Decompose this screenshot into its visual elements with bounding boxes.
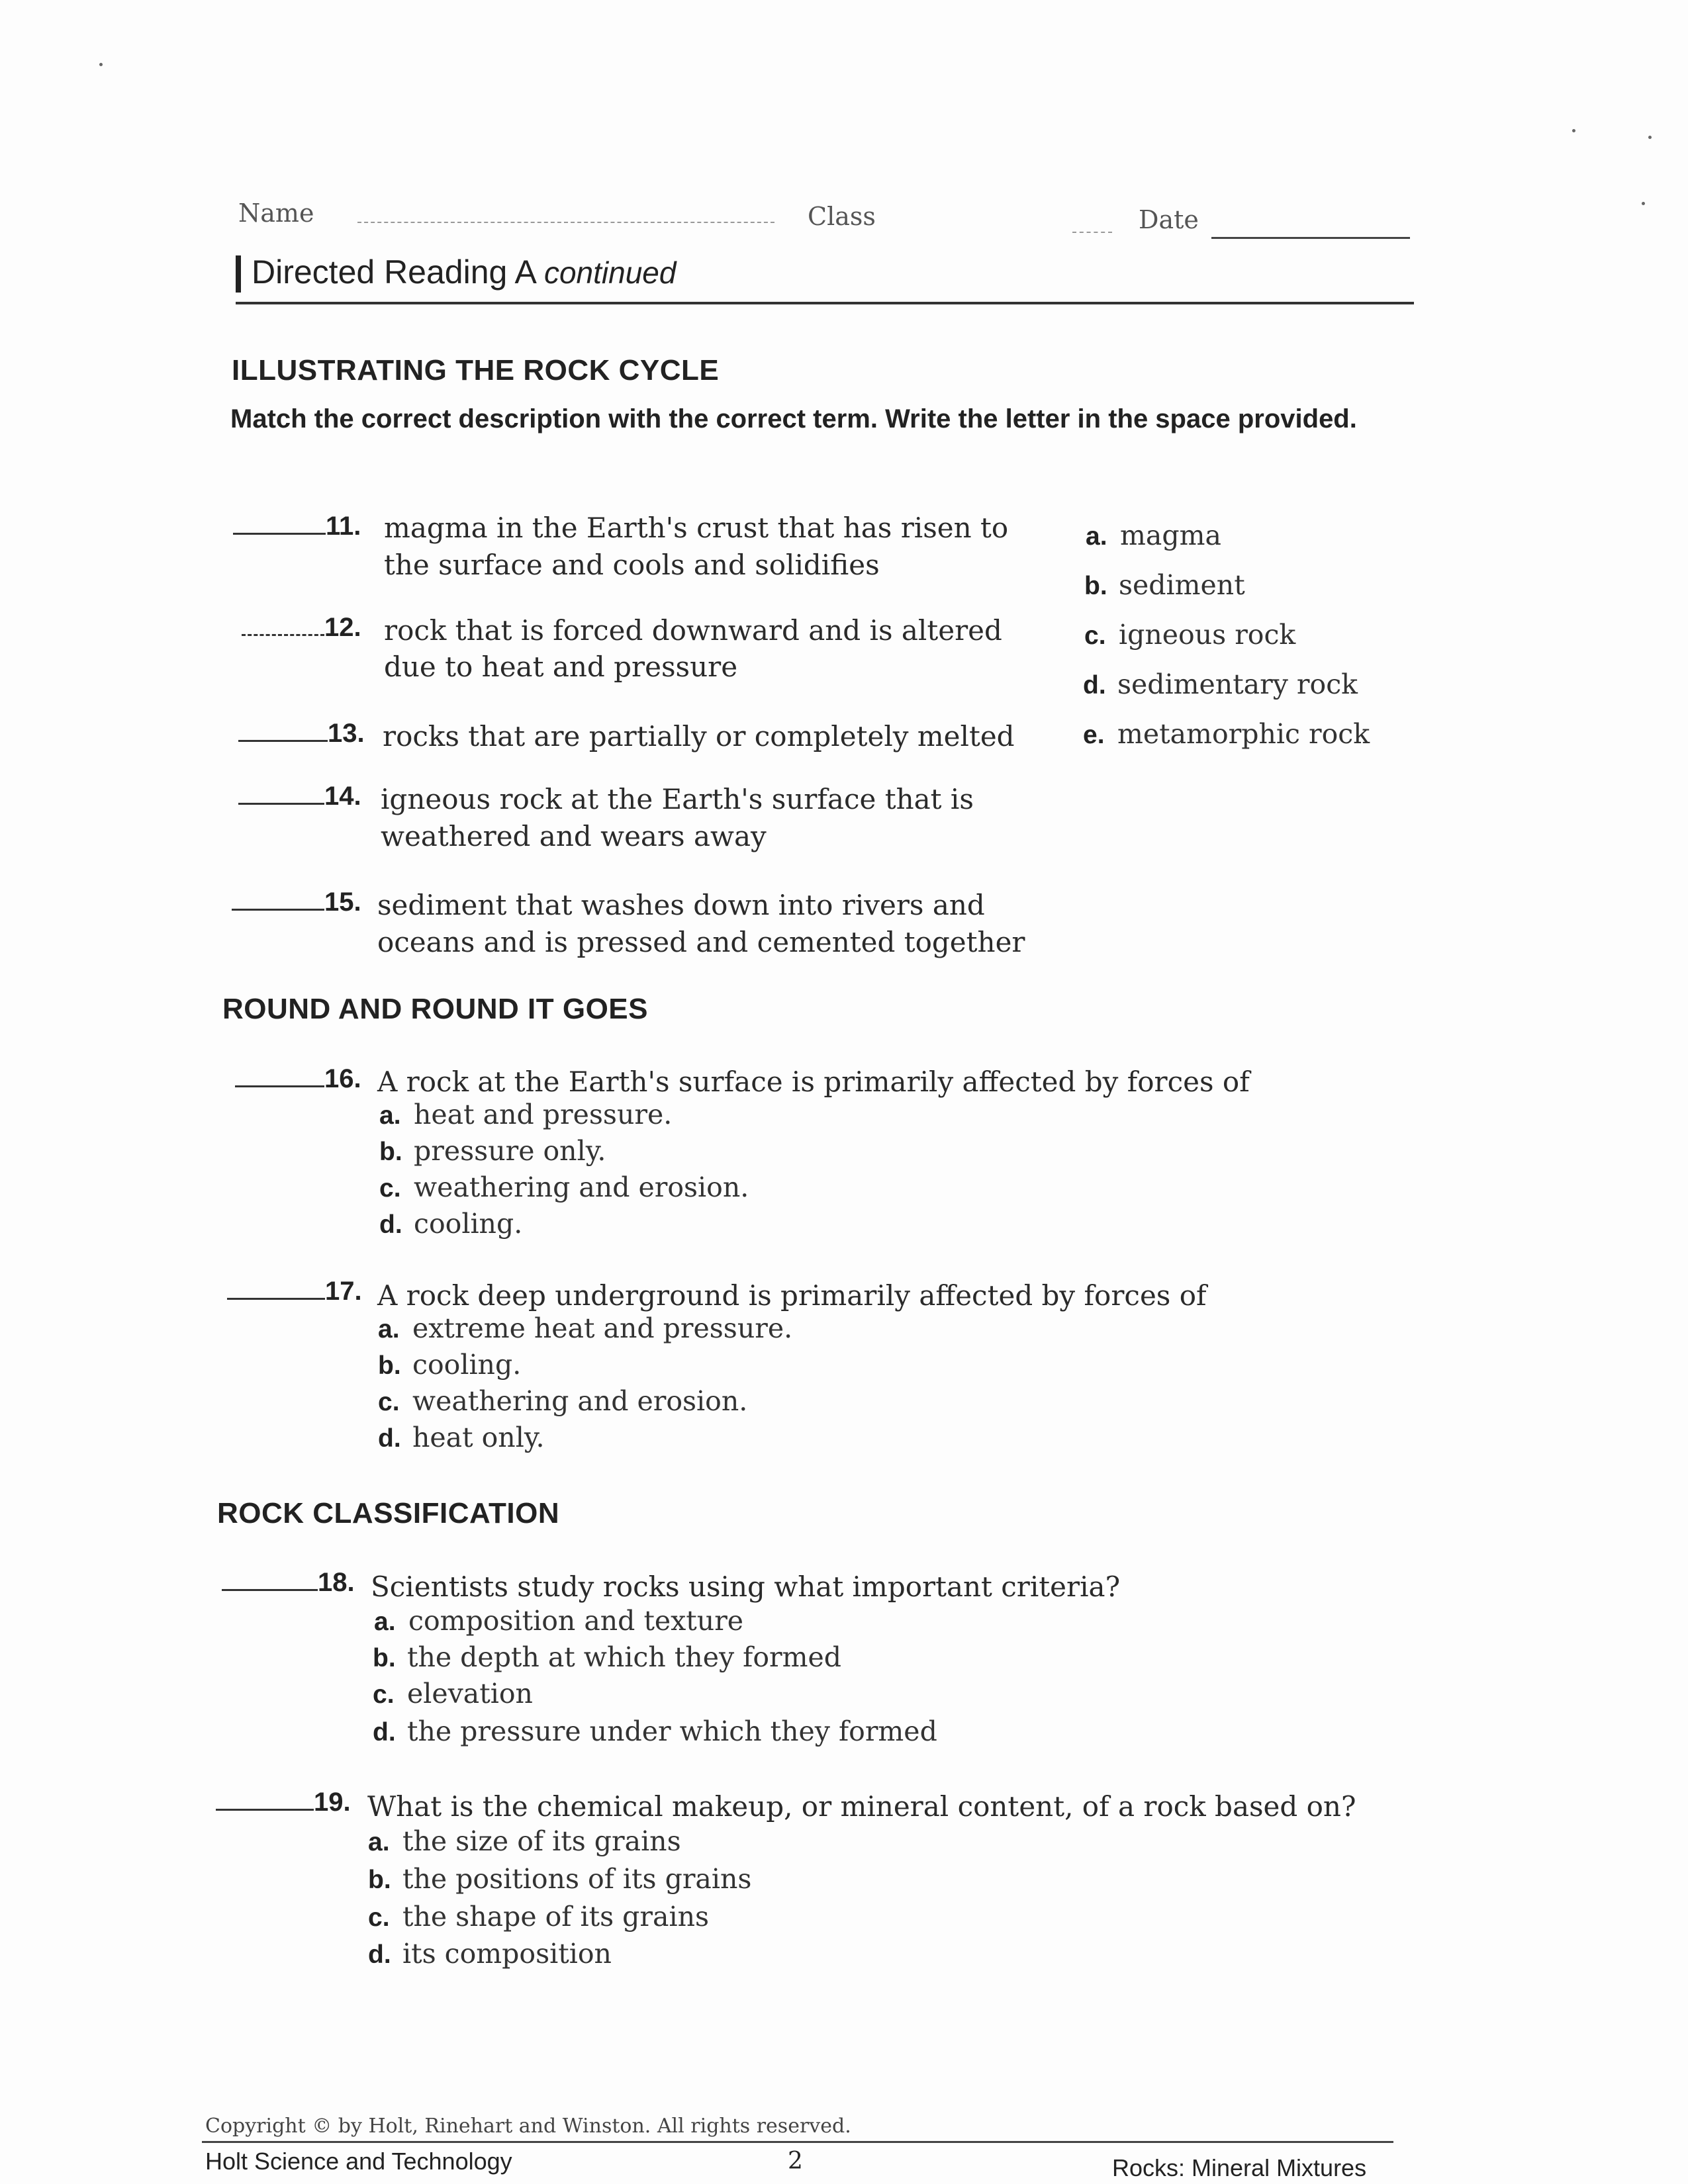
option-text: weathering and erosion. — [412, 1385, 748, 1417]
question-11 — [233, 511, 361, 541]
page-title — [232, 253, 676, 291]
name-label: Name — [238, 199, 314, 228]
option-a — [378, 1312, 792, 1344]
answer-blank[interactable] — [235, 1066, 324, 1087]
option-letter: d. — [373, 1718, 396, 1747]
option-d — [373, 1715, 937, 1747]
option-letter: b. — [373, 1644, 396, 1672]
date-field[interactable] — [1211, 237, 1410, 239]
term-letter: b. — [1084, 572, 1107, 600]
question-number: 11. — [326, 512, 361, 541]
option-letter: d. — [379, 1210, 402, 1239]
option-text: the depth at which they formed — [407, 1641, 841, 1673]
term-letter: a. — [1086, 522, 1107, 551]
option-text: elevation — [407, 1678, 533, 1709]
question-text: oceans and is pressed and cemented together — [377, 926, 1025, 958]
question-16 — [235, 1064, 361, 1094]
option-c — [368, 1901, 709, 1933]
question-text: igneous rock at the Earth's surface that is — [381, 783, 974, 815]
option-letter: b. — [378, 1351, 401, 1380]
title-rule — [236, 302, 1414, 304]
copyright-notice: Copyright © by Holt, Rinehart and Winston. All rights reserved. — [205, 2115, 851, 2138]
term-e — [1083, 718, 1370, 750]
question-number: 15. — [324, 887, 361, 917]
section-heading-rock-cycle: ILLUSTRATING THE ROCK CYCLE — [232, 354, 720, 387]
question-text: Scientists study rocks using what important criteria? — [371, 1570, 1121, 1603]
term-text: sediment — [1119, 569, 1245, 601]
question-text: What is the chemical makeup, or mineral content, of a rock based on? — [367, 1790, 1356, 1823]
scan-speck — [1648, 136, 1652, 139]
question-number: 16. — [324, 1064, 361, 1093]
question-12 — [242, 612, 361, 643]
option-letter: a. — [368, 1828, 390, 1856]
scan-speck — [1642, 202, 1645, 205]
question-text: magma in the Earth's crust that has risen to — [384, 512, 1009, 544]
title-text: Directed Reading A — [252, 253, 536, 291]
answer-blank[interactable] — [238, 720, 328, 742]
option-letter: a. — [378, 1315, 400, 1343]
option-d — [378, 1422, 545, 1453]
question-text: rocks that are partially or completely melted — [383, 720, 1015, 752]
question-text: A rock at the Earth's surface is primarily affected by forces of — [377, 1066, 1250, 1098]
option-text: heat only. — [412, 1422, 545, 1453]
name-field[interactable] — [357, 222, 774, 223]
question-number: 17. — [325, 1277, 362, 1306]
option-text: the size of its grains — [402, 1825, 681, 1857]
option-c — [379, 1171, 749, 1203]
option-text: the shape of its grains — [402, 1901, 710, 1933]
term-text: sedimentary rock — [1117, 668, 1358, 700]
question-15 — [232, 887, 361, 917]
option-letter: d. — [368, 1940, 391, 1969]
question-text: A rock deep underground is primarily affected by forces of — [377, 1279, 1207, 1312]
option-text: pressure only. — [414, 1135, 606, 1167]
option-letter: c. — [373, 1680, 395, 1709]
question-number: 14. — [324, 782, 361, 811]
question-text: sediment that washes down into rivers and — [377, 889, 985, 921]
scan-speck — [1572, 129, 1575, 132]
title-suffix: continued — [543, 255, 677, 290]
term-text: metamorphic rock — [1117, 718, 1370, 750]
answer-blank[interactable] — [216, 1789, 314, 1811]
option-letter: a. — [374, 1608, 396, 1636]
question-13 — [238, 718, 365, 749]
option-b — [368, 1863, 751, 1895]
option-text: cooling. — [414, 1208, 523, 1240]
answer-blank[interactable] — [233, 513, 326, 535]
question-text: due to heat and pressure — [384, 651, 738, 683]
chapter-title: Rocks: Mineral Mixtures — [1112, 2154, 1367, 2181]
question-18 — [222, 1567, 355, 1598]
section-heading-round: ROUND AND ROUND IT GOES — [222, 993, 648, 1025]
option-d — [368, 1938, 612, 1970]
answer-blank[interactable] — [232, 889, 324, 911]
term-letter: e. — [1083, 721, 1105, 749]
class-label: Class — [808, 202, 876, 231]
term-text: igneous rock — [1119, 619, 1296, 651]
question-14 — [238, 781, 361, 811]
question-19 — [216, 1787, 351, 1817]
question-text: weathered and wears away — [381, 820, 767, 852]
date-label: Date — [1139, 205, 1199, 234]
section-instructions: Match the correct description with the correct term. Write the letter in the space provided. — [230, 404, 1357, 433]
option-a — [379, 1099, 672, 1130]
section-heading-classification: ROCK CLASSIFICATION — [217, 1497, 560, 1529]
question-number: 12. — [324, 613, 361, 642]
option-text: composition and texture — [408, 1605, 744, 1637]
question-number: 18. — [318, 1568, 355, 1597]
term-c — [1084, 619, 1295, 651]
answer-blank[interactable] — [222, 1569, 318, 1591]
option-d — [379, 1208, 522, 1240]
option-letter: b. — [368, 1866, 391, 1894]
option-letter: c. — [378, 1388, 400, 1416]
option-letter: c. — [368, 1903, 390, 1932]
option-text: the positions of its grains — [402, 1863, 752, 1895]
option-text: heat and pressure. — [414, 1099, 673, 1130]
term-b — [1084, 569, 1245, 601]
question-number: 13. — [328, 719, 365, 748]
footer-rule — [202, 2141, 1393, 2143]
question-number: 19. — [314, 1788, 351, 1817]
term-letter: c. — [1084, 621, 1106, 650]
option-letter: d. — [378, 1424, 401, 1453]
publisher-name: Holt Science and Technology — [205, 2148, 512, 2175]
answer-blank[interactable] — [242, 614, 324, 636]
question-text: rock that is forced downward and is altered — [384, 614, 1002, 647]
answer-blank[interactable] — [238, 783, 324, 805]
option-text: cooling. — [412, 1349, 522, 1381]
class-field[interactable] — [1072, 232, 1112, 233]
term-text: magma — [1120, 520, 1221, 551]
option-letter: c. — [379, 1174, 401, 1203]
answer-blank[interactable] — [227, 1278, 325, 1300]
option-letter: a. — [379, 1101, 401, 1130]
term-a — [1086, 520, 1221, 551]
option-a — [374, 1605, 743, 1637]
option-text: the pressure under which they formed — [407, 1715, 937, 1747]
option-b — [379, 1135, 606, 1167]
option-text: its composition — [402, 1938, 612, 1970]
term-d — [1083, 668, 1358, 700]
question-17 — [227, 1276, 362, 1306]
option-a — [368, 1825, 681, 1857]
term-letter: d. — [1083, 671, 1106, 700]
option-text: extreme heat and pressure. — [412, 1312, 793, 1344]
option-letter: b. — [379, 1138, 402, 1166]
question-text: the surface and cools and solidifies — [384, 549, 880, 581]
option-b — [378, 1349, 521, 1381]
option-b — [373, 1641, 841, 1673]
option-c — [378, 1385, 747, 1417]
option-text: weathering and erosion. — [414, 1171, 749, 1203]
page-number: 2 — [788, 2148, 803, 2175]
option-c — [373, 1678, 533, 1709]
scan-speck — [99, 63, 103, 66]
